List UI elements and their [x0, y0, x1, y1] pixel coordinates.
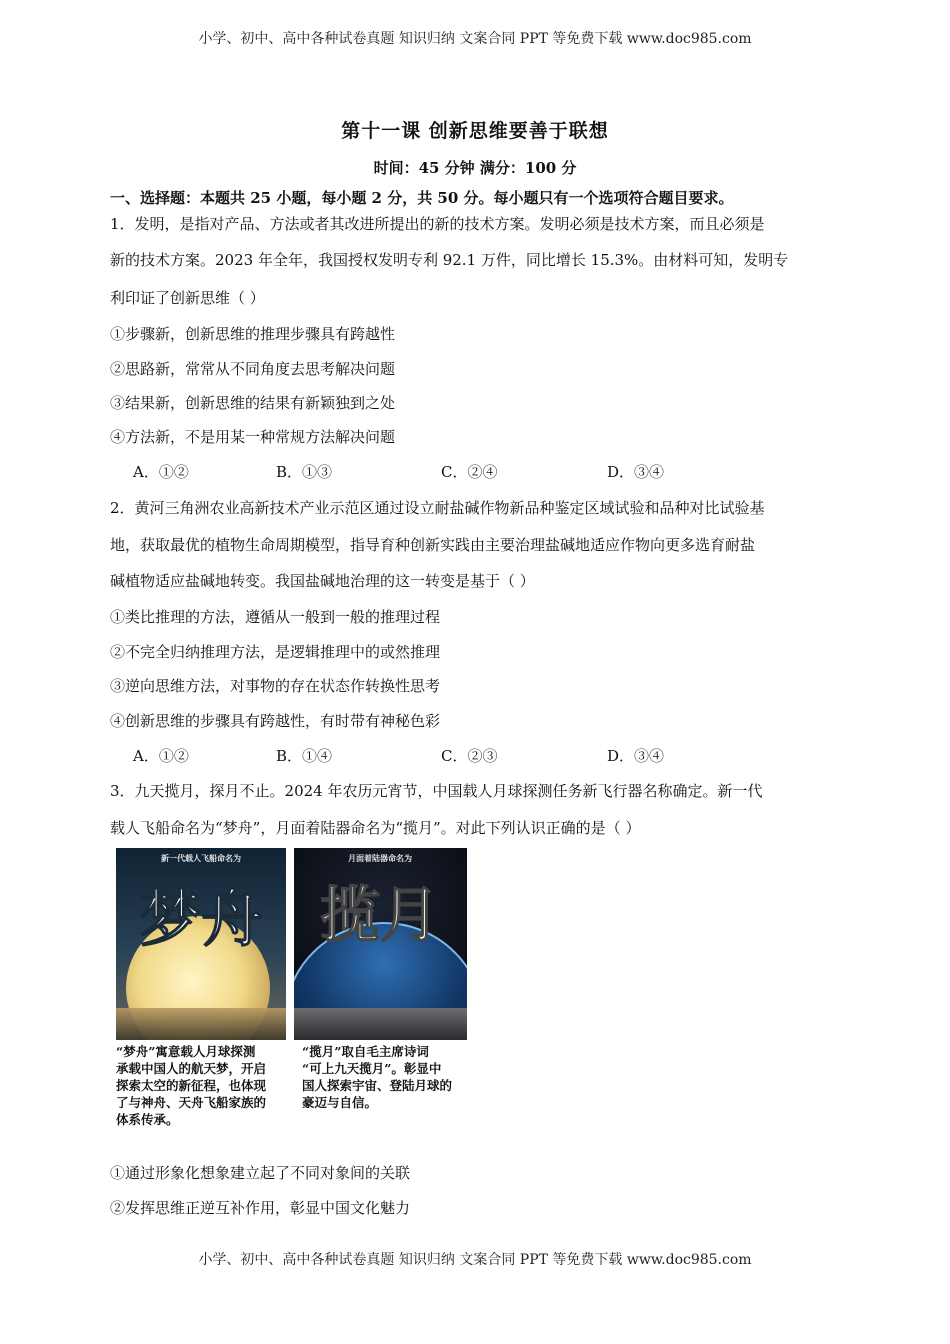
q1-item: ①步骤新，创新思维的推理步骤具有跨越性 — [110, 325, 396, 343]
q2-option-b[interactable]: B．①④ — [276, 747, 333, 765]
q2-option-c[interactable]: C．②③ — [441, 747, 498, 765]
q1-option-a[interactable]: A．①② — [133, 463, 189, 481]
q2-stem-line: 地，获取最优的植物生命周期模型，指导育种创新实践由主要治理盐碱地适应作物向更多选育耐盐 — [110, 536, 756, 554]
q1-stem-line: 1．发明，是指对产品、方法或者其改进所提出的新的技术方案。发明必须是技术方案，而且必须是 — [110, 215, 765, 233]
poster-subtitle: 新一代载人飞船命名为 — [161, 854, 241, 863]
caption-line: 体系传承。 — [116, 1112, 179, 1127]
q1-stem-line: 利印证了创新思维（ ） — [110, 289, 265, 307]
q3-stem-line: 载人飞船命名为“梦舟”，月面着陆器命名为“揽月”。对此下列认识正确的是（ ） — [110, 819, 641, 837]
caption-line: “揽月”取自毛主席诗词 — [302, 1044, 429, 1059]
q1-item: ④方法新，不是用某一种常规方法解决问题 — [110, 428, 396, 446]
q1-option-d[interactable]: D．③④ — [607, 463, 665, 481]
mengzhou-caption — [116, 1043, 288, 1128]
lanyue-poster — [294, 848, 467, 1040]
q2-option-a[interactable]: A．①② — [133, 747, 189, 765]
q2-item: ②不完全归纳推理方法，是逻辑推理中的或然推理 — [110, 643, 441, 661]
q1-option-b[interactable]: B．①③ — [276, 463, 333, 481]
q3-item: ②发挥思维正逆互补作用，彰显中国文化魅力 — [110, 1199, 411, 1217]
q2-item: ④创新思维的步骤具有跨越性，有时带有神秘色彩 — [110, 712, 441, 730]
moon-image — [116, 848, 286, 1040]
mengzhou-poster — [116, 848, 286, 1040]
exam-info: 时间：45 分钟 满分：100 分 — [373, 159, 577, 177]
q1-stem-line: 新的技术方案。2023 年全年，我国授权发明专利 92.1 万件，同比增长 15.3%。由材料可知，发明专 — [110, 251, 789, 269]
poster-name: 揽月 — [320, 881, 440, 951]
q1-item: ②思路新，常常从不同角度去思考解决问题 — [110, 360, 396, 378]
page-title: 第十一课 创新思维要善于联想 — [341, 120, 609, 142]
q2-option-d[interactable]: D．③④ — [607, 747, 665, 765]
q2-stem-line: 碱植物适应盐碱地转变。我国盐碱地治理的这一转变是基于（ ） — [110, 572, 535, 590]
poster-name: 梦舟 — [138, 882, 264, 955]
q3-item: ①通过形象化想象建立起了不同对象间的关联 — [110, 1164, 411, 1182]
q1-item: ③结果新，创新思维的结果有新颖独到之处 — [110, 394, 396, 412]
caption-line: 探索太空的新征程，也体现 — [116, 1078, 267, 1093]
caption-line: 国人探索宇宙、登陆月球的 — [302, 1078, 453, 1093]
caption-line: 豪迈与自信。 — [302, 1095, 378, 1110]
page-footer: 小学、初中、高中各种试卷真题 知识归纳 文案合同 PPT 等免费下载 www.doc985.com — [198, 1252, 752, 1268]
caption-line: 承载中国人的航天梦，开启 — [116, 1061, 267, 1076]
caption-line: “梦舟”寓意载人月球探测 — [116, 1044, 256, 1059]
q2-item: ③逆向思维方法，对事物的存在状态作转换性思考 — [110, 677, 441, 695]
caption-line: 了与神舟、天舟飞船家族的 — [116, 1095, 267, 1110]
q2-item: ①类比推理的方法，遵循从一般到一般的推理过程 — [110, 608, 441, 626]
q3-stem-line: 3．九天揽月，探月不止。2024 年农历元宵节，中国载人月球探测任务新飞行器名称确定。新一代 — [110, 782, 763, 800]
section-heading: 一、选择题：本题共 25 小题，每小题 2 分，共 50 分。每小题只有一个选项符合题目要求。 — [110, 189, 734, 207]
lanyue-caption — [302, 1043, 474, 1111]
poster-subtitle: 月面着陆器命名为 — [348, 854, 412, 863]
caption-line: “可上九天揽月”。彰显中 — [302, 1061, 442, 1076]
page-header: 小学、初中、高中各种试卷真题 知识归纳 文案合同 PPT 等免费下载 www.doc985.com — [198, 31, 752, 47]
q1-option-c[interactable]: C．②④ — [441, 463, 498, 481]
q2-stem-line: 2．黄河三角洲农业高新技术产业示范区通过设立耐盐碱作物新品种鉴定区域试验和品种对比试验基 — [110, 499, 765, 517]
earth-image — [294, 848, 467, 1040]
